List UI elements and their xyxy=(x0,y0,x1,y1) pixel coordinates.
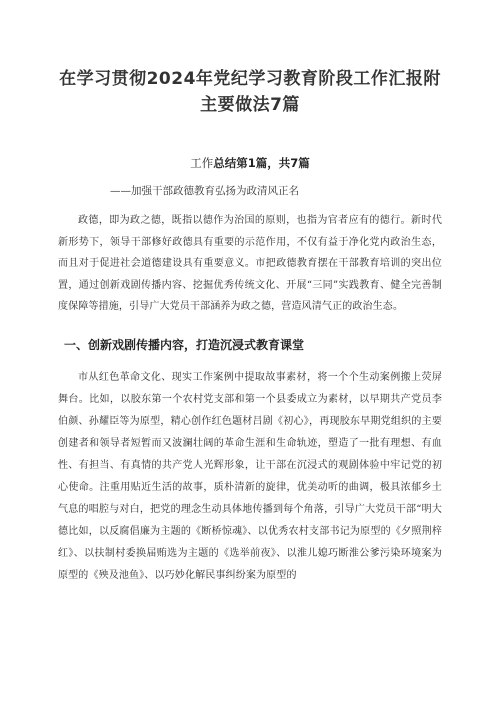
document-title: 在学习贯彻2024年党纪学习教育阶段工作汇报附主要做法7篇 xyxy=(59,69,441,115)
section-heading-1: 一、创新戏剧传播内容，打造沉浸式教育课堂 xyxy=(64,337,305,352)
theme-line: ——加强干部政德教育弘扬为政清风正名 xyxy=(110,185,299,197)
subtitle-prefix: 工作 xyxy=(190,156,214,170)
document-subtitle xyxy=(58,155,442,171)
subtitle-bold: 总结第1篇，共7篇 xyxy=(213,156,310,170)
section-1-paragraph: 市从红色革命文化、现实工作案例中提取故事素材，将一个个生动案例搬上荧屏舞台。比如，以胶东第一个农村党支部和第一个县委成立为素材，以早期共产党员李伯颜、孙耀臣等为原型，精心创作红色题材吕剧《初心》，再现胶东早期党组织的主要创建者和领导者短暂而又波澜壮阔的革命生涯和生命轨迹，塑造了一批有理想、有血性、有担当、有真情的共产党人光辉形象，让干部在沉浸式的观剧体验中牢记党的初心使命。注重用贴近生活的故事，质朴清新的旋律，优美动听的曲调，极具浓郁乡土气息的唱腔与对白，把党的理念生动具体地传播到每个角落，引导广大党员干部“明大德比如，以反腐倡廉为主题的《断桥惊魂》、以优秀农村支部书记为原型的《夕照荆梓红》、以扶制村委换届贿选为主题的《选举前夜》、以淮儿媳巧断淮公爹污染环境案为原型的《殃及池鱼》、以巧妙化解民事纠纷案为原型的 xyxy=(58,371,442,581)
intro-paragraph: 政德，即为政之德，既指以德作为治国的原则，也指为官者应有的德行。新时代新形势下，领导干部修好政德具有重要的示范作用，不仅有益于净化党内政治生态，而且对于促进社会道德建设具有重要意义。市把政德教育摆在干部教育培训的突出位置，通过创新戏剧传播内容、挖掘优秀传统文化、开展“三同”实践教育、健全完善制度保障等措施，引导广大党员干部涵养为政之德，营造风清气正的政治生态。 xyxy=(58,215,442,312)
